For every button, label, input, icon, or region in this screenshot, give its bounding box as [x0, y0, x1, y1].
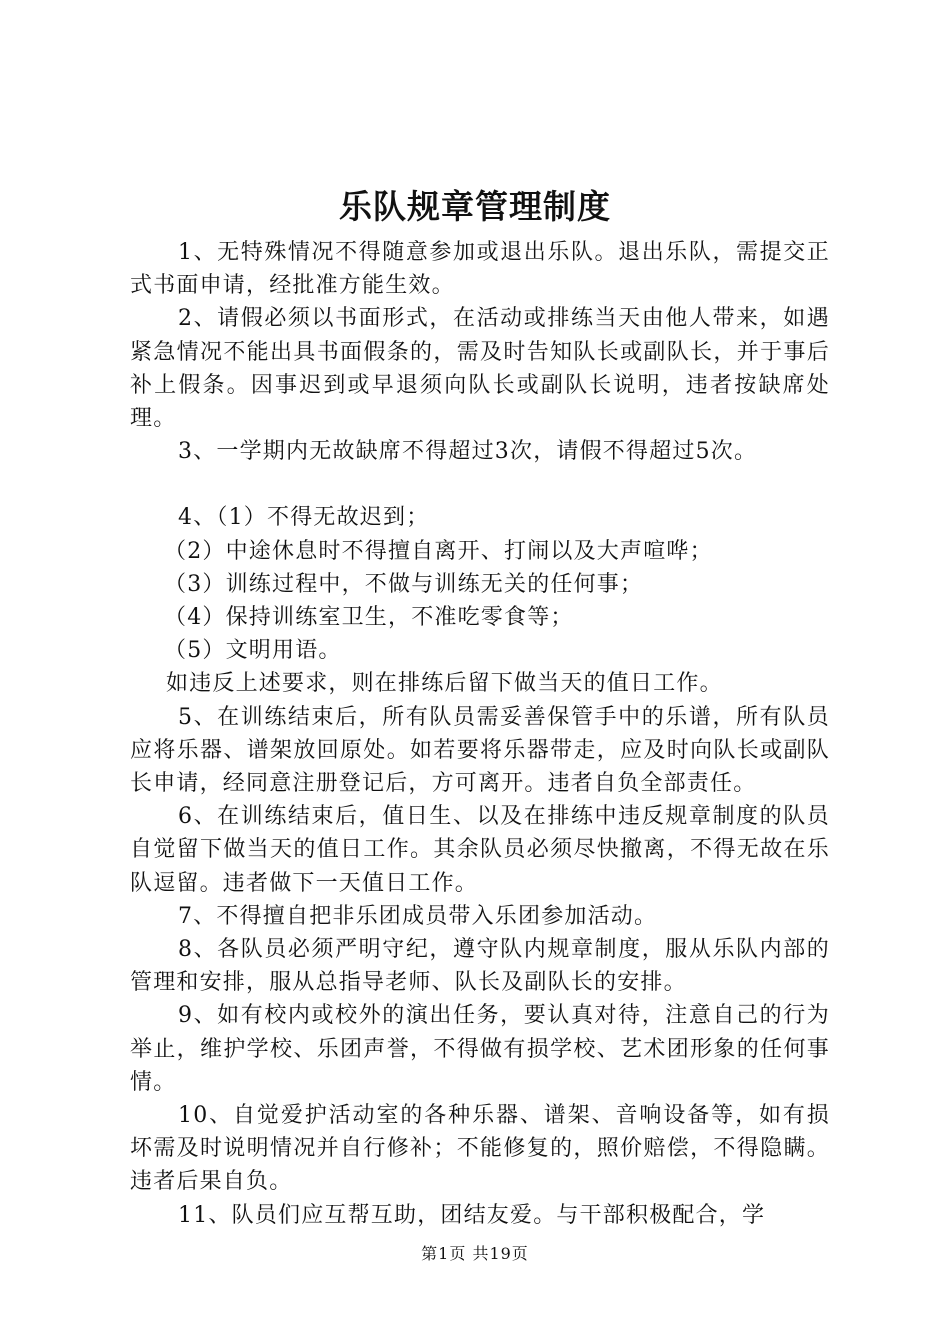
rule-5: 5、在训练结束后，所有队员需妥善保管手中的乐谱，所有队员应将乐器、谱架放回原处。如若要将乐器带走，应及时向队长或副队长申请，经同意注册登记后，方可离开。违者自负全部责任。 [130, 704, 830, 797]
rule-4-item-2: （2）中途休息时不得擅自离开、打闹以及大声喧哗； [164, 538, 713, 564]
rule-1: 1、无特殊情况不得随意参加或退出乐队。退出乐队，需提交正式书面申请，经批准方能生效。 [130, 240, 830, 299]
rule-4-item-5: （5）文明用语。 [164, 638, 342, 664]
rule-6: 6、在训练结束后，值日生、以及在排练中违反规章制度的队员自觉留下做当天的值日工作。其余队员必须尽快撤离，不得无故在乐队逗留。违者做下一天值日工作。 [130, 804, 830, 896]
rule-4-item-3: （3）训练过程中，不做与训练无关的任何事； [164, 571, 644, 597]
rule-4-note: 如违反上述要求，则在排练后留下做当天的值日工作。 [166, 671, 723, 697]
page-title: 乐队规章管理制度 [339, 187, 611, 226]
rule-8: 8、各队员必须严明守纪，遵守队内规章制度，服从乐队内部的管理和安排，服从总指导老师、队长及副队长的安排。 [130, 937, 830, 996]
paragraph-gap [130, 468, 830, 501]
rule-2: 2、请假必须以书面形式，在活动或排练当天由他人带来，如遇紧急情况不能出具书面假条的，需及时告知队长或副队长，并于事后补上假条。因事迟到或早退须向队长或副队长说明，违者按缺席处理。 [130, 306, 830, 432]
rule-4-item-4: （4）保持训练室卫生，不准吃零食等； [164, 605, 574, 631]
rule-7: 7、不得擅自把非乐团成员带入乐团参加活动。 [178, 903, 658, 929]
rule-11: 11、队员们应互帮互助，团结友爱。与干部积极配合，学 [178, 1202, 766, 1228]
rule-9: 9、如有校内或校外的演出任务，要认真对待，注意自己的行为举止，维护学校、乐团声誉，不得做有损学校、艺术团形象的任何事情。 [130, 1003, 830, 1095]
rule-3: 3、一学期内无故缺席不得超过3次，请假不得超过5次。 [178, 439, 758, 465]
rule-10: 10、自觉爱护活动室的各种乐器、谱架、音响设备等，如有损坏需及时说明情况并自行修补；不能修复的，照价赔偿，不得隐瞒。违者后果自负。 [130, 1103, 830, 1195]
rule-4-item-1: 4、（1）不得无故迟到； [178, 505, 430, 531]
page-footer: 第1页 共19页 [421, 1244, 529, 1263]
document-body [130, 236, 830, 1232]
